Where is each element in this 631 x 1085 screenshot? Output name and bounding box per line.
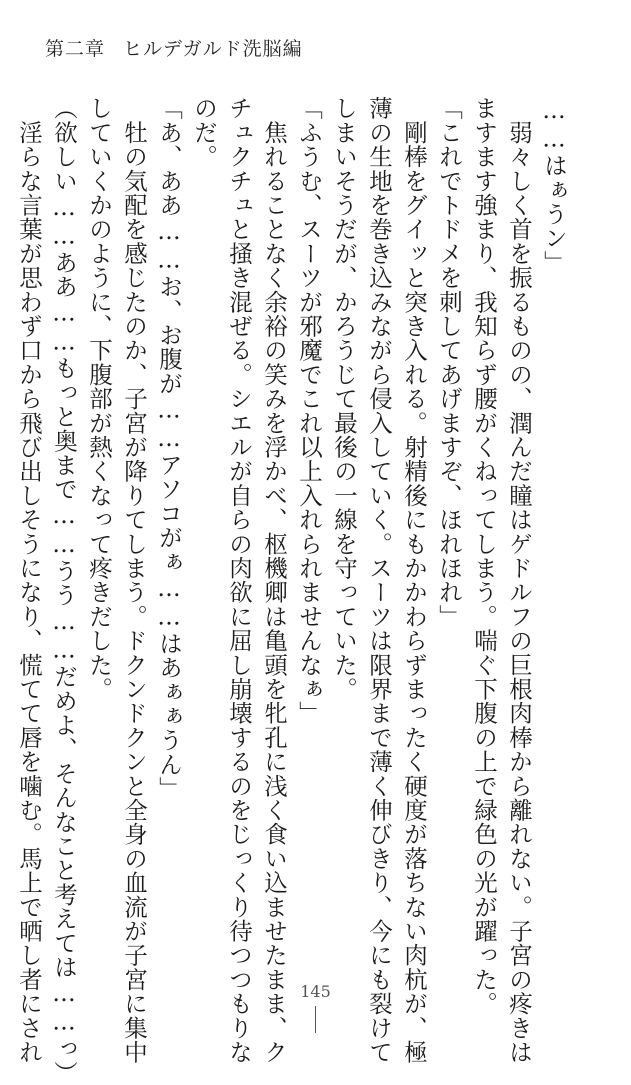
text-line: 淫らな言葉が思わず口から飛び出しそうになり、慌てて唇を噛む。馬上で晒し者にされ xyxy=(15,96,43,1064)
text-line: しまいそうだが、かろうじて最後の一線を守っていた。 xyxy=(330,96,358,701)
text-line: していくかのように、下腹部が熱くなって疼きだした。 xyxy=(85,96,113,701)
running-header xyxy=(45,34,303,61)
page-number-rule xyxy=(315,1006,316,1033)
text-line: 「ふうむ、スーツが邪魔でこれ以上入れられませんなぁ」 xyxy=(295,96,323,726)
text-line: ますます強まり、我知らず腰がくねってしまう。喘ぐ下腹の上で緑色の光が躍った。 xyxy=(470,96,498,1016)
text-line: 「これでトドメを刺してあげますぞ、ほれほれ」 xyxy=(435,96,463,629)
text-line: 「あ、ああ……お、お腹が……アソコがぁ……はあぁぁうん」 xyxy=(155,96,183,801)
text-line: ……はぁうン」 xyxy=(540,96,568,275)
text-line: 弱々しく首を振るものの、潤んだ瞳はゲドルフの巨根肉棒から離れない。子宮の疼きは xyxy=(505,96,533,1064)
chapter-label: 第二章 xyxy=(45,38,106,60)
text-line: （欲しい……ああ……もっと奥まで……うう……だめよ、そんなこと考えては……っ） xyxy=(50,96,78,1085)
text-line: 牡の気配を感じたのか、子宮が降りてしまう。ドクンドクンと全身の血流が子宮に集中 xyxy=(120,96,148,1064)
text-line: 剛棒をグイッと突き入れる。射精後にもかかわらずまったく硬度が落ちない肉杭が、極 xyxy=(400,96,428,1064)
text-line: 焦れることなく余裕の笑みを浮かべ、枢機卿は亀頭を牝孔に浅く食い込ませたまま、ク xyxy=(260,96,288,1064)
text-line: 薄の生地を巻き込みながら侵入していく。スーツは限界まで薄く伸びきり、今にも裂けて xyxy=(365,96,393,1064)
text-line: のだ。 xyxy=(190,96,218,169)
text-line: チュクチュと掻き混ぜる。シエルが自らの肉欲に屈し崩壊するのをじっくり待つつもりな xyxy=(225,96,253,1064)
page-number: 145 xyxy=(300,982,331,1001)
chapter-title: ヒルデガルド洗脳編 xyxy=(123,38,303,60)
